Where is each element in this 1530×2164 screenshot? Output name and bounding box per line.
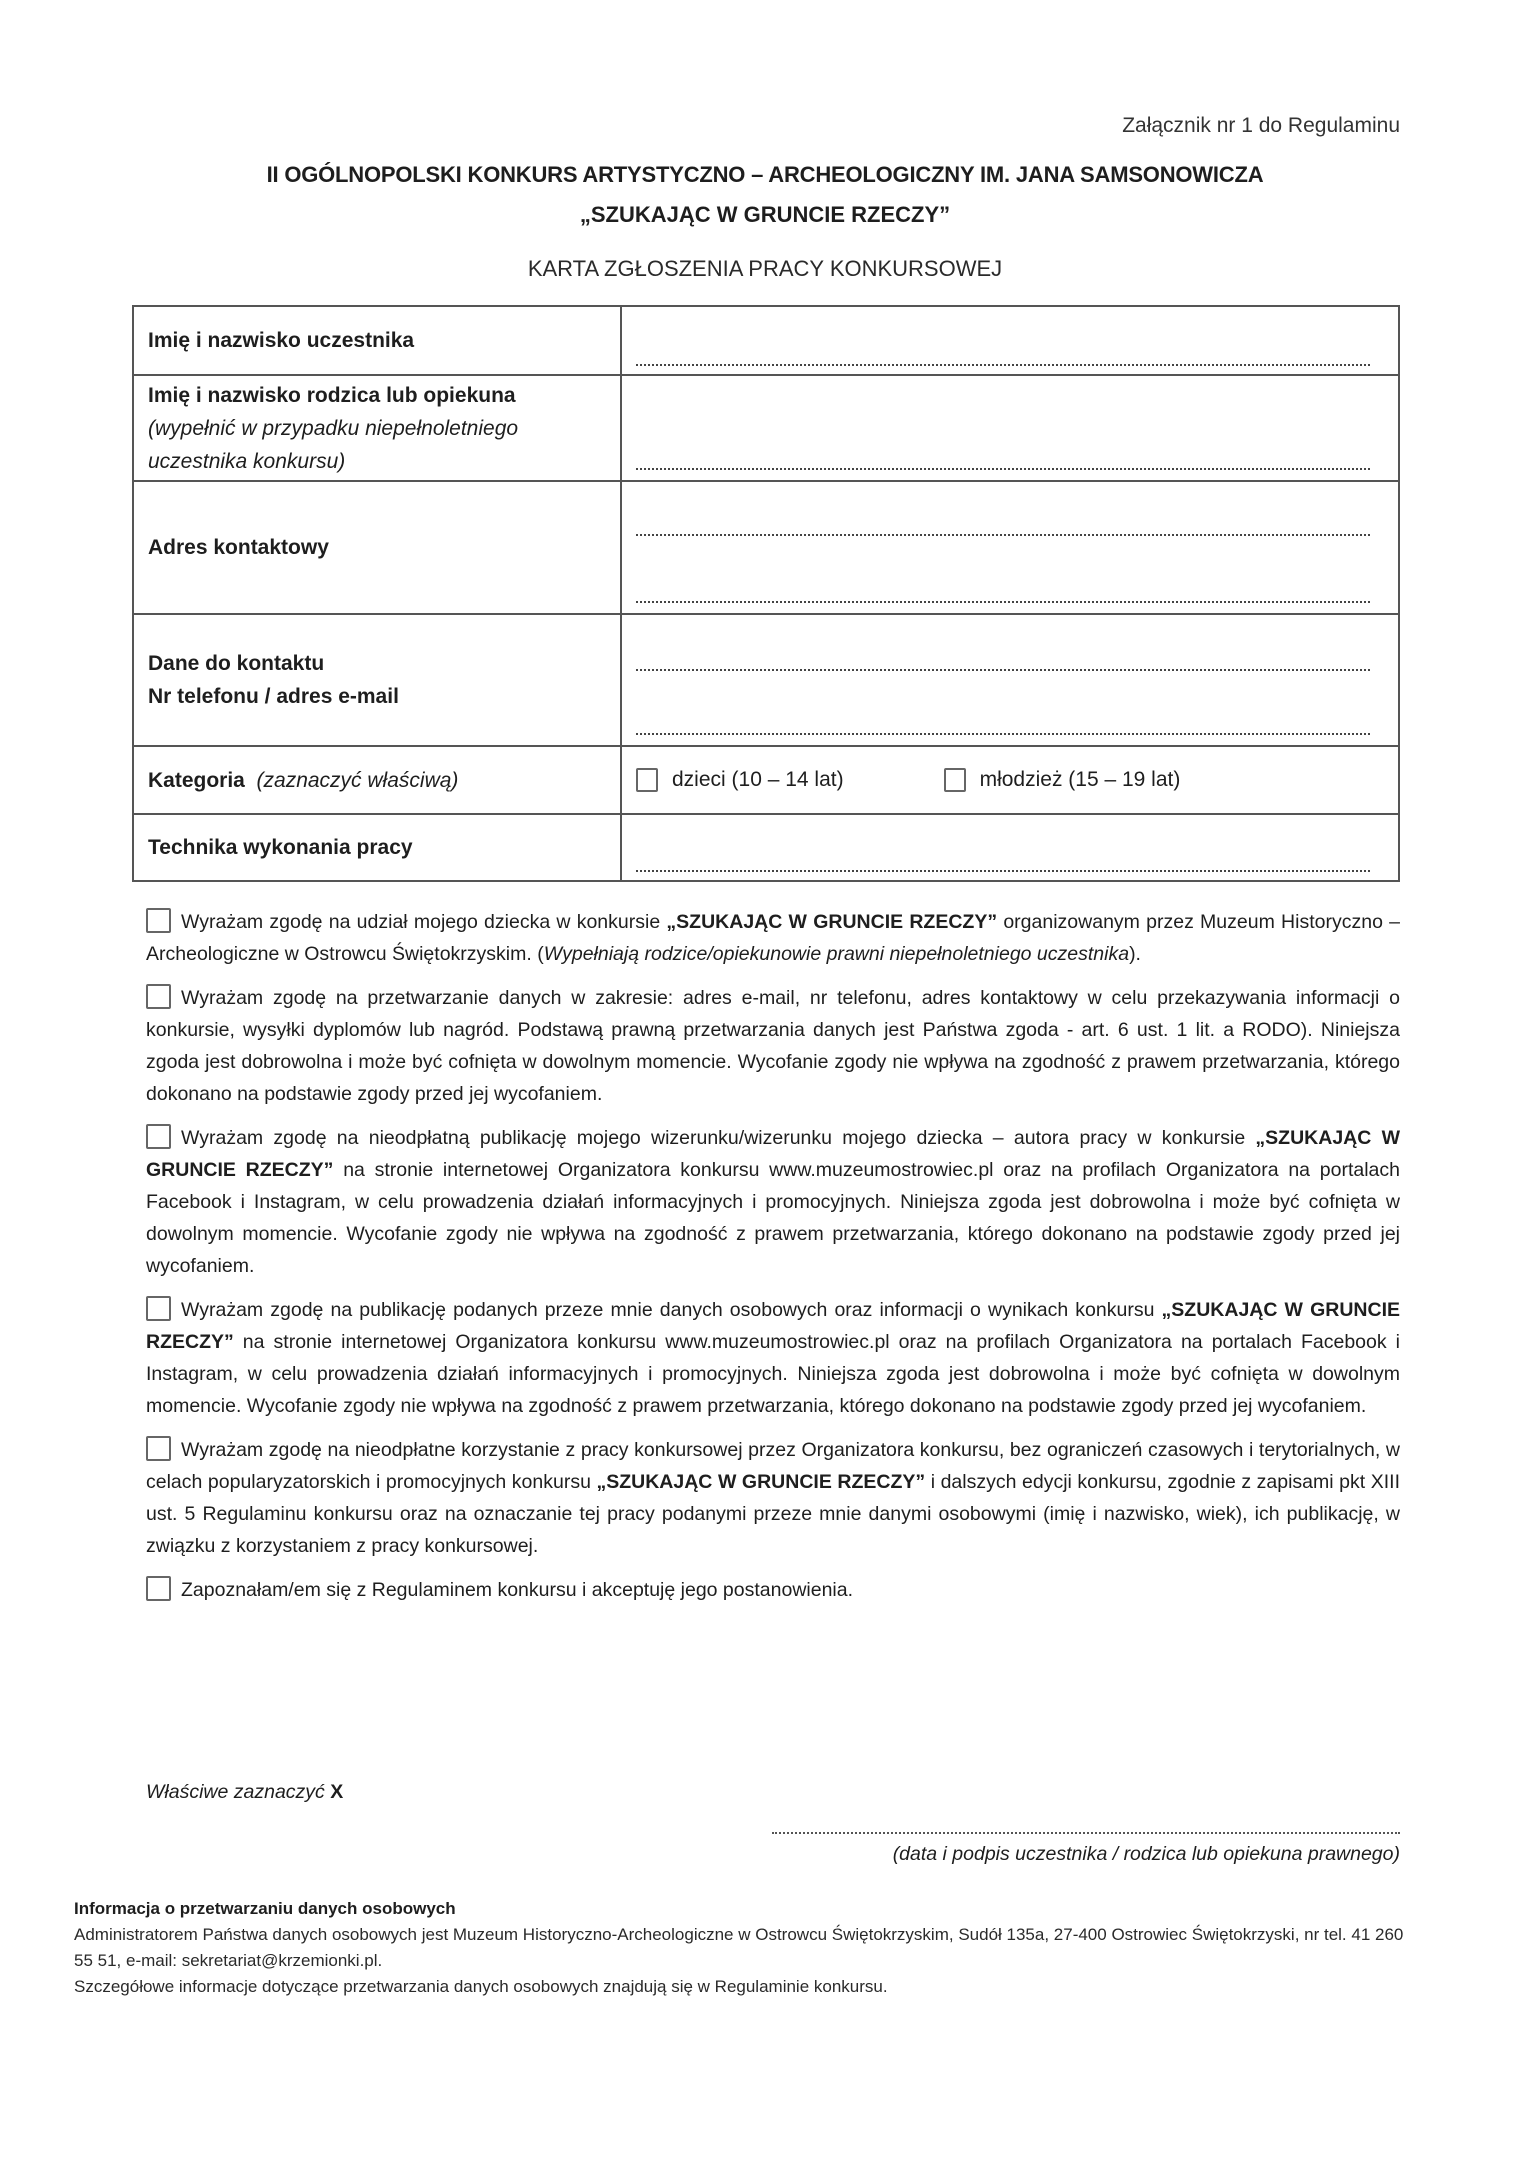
contact-dotted-line-2[interactable] [636,733,1370,735]
address-dotted-line-2[interactable] [636,601,1370,603]
row-technique [133,814,1399,881]
consent-text: Wyrażam zgodę na nieodpłatną publikację mojego wizerunku/wizerunku mojego dziecka – autora pracy w konkursie [181,1127,1256,1149]
address-field[interactable] [621,481,1399,614]
technique-dotted-line[interactable] [636,870,1370,872]
guardian-name-note: (wypełnić w przypadku niepełnoletniego uczestnika konkursu) [148,416,519,473]
participant-name-field[interactable] [621,306,1399,375]
contact-label-line2: Nr telefonu / adres e-mail [148,685,399,708]
consent-image-publication-checkbox[interactable] [146,1124,171,1149]
consent-note-italic: Wypełniają rodzice/opiekunowie prawni niepełnoletniego uczestnika [543,943,1130,965]
contest-name-bold: „SZUKAJĄC W GRUNCIE RZECZY” [146,1127,1401,1181]
category-note: (zaznaczyć właściwą) [256,768,459,792]
consent-results-publication [146,1294,1400,1422]
consent-work-usage [146,1434,1400,1562]
category-options [621,746,1399,814]
address-dotted-line-1[interactable] [636,534,1370,536]
consent-text: Zapoznałam/em się z Regulaminem konkursu i akceptuję jego postanowienia. [181,1579,854,1601]
consent-text: Wyrażam zgodę na publikację podanych przeze mnie danych osobowych oraz informacji o wynikach konkursu [181,1299,1162,1321]
contact-dotted-line-1[interactable] [636,669,1370,671]
contest-subtitle: „SZUKAJĄC W GRUNCIE RZECZY” [579,202,951,227]
guardian-name-label-cell [133,375,621,481]
privacy-info [74,1896,1404,2000]
category-option-youth-label: młodzież (15 – 19 lat) [979,768,1181,791]
consent-text: organizowanym przez Muzeum Historyczno – Archeologiczne w Ostrowcu Świętokrzyskim. ( [146,911,1400,965]
signature-line[interactable] [772,1832,1400,1834]
mark-instruction [146,1781,343,1804]
participant-name-label: Imię i nazwisko uczestnika [133,306,621,375]
consent-results-publication-checkbox[interactable] [146,1296,171,1321]
guardian-name-dotted-line[interactable] [636,468,1370,470]
consent-data-processing [146,982,1400,1110]
consent-text: ). [1129,943,1141,965]
signature-caption: (data i podpis uczestnika / rodzica lub opiekuna prawnego) [892,1843,1400,1865]
contact-label-cell [133,614,621,746]
category-label-cell [133,746,621,814]
consent-work-usage-checkbox[interactable] [146,1436,171,1461]
row-address [133,481,1399,614]
contest-name-bold: „SZUKAJĄC W GRUNCIE RZECZY” [596,1471,926,1493]
mark-instruction-text: Właściwe zaznaczyć [146,1781,331,1803]
consent-participation-checkbox[interactable] [146,908,171,933]
row-category [133,746,1399,814]
address-label: Adres kontaktowy [133,481,621,614]
contest-name-bold: „SZUKAJĄC W GRUNCIE RZECZY” [146,1299,1400,1353]
consent-text: i dalszych edycji konkursu, zgodnie z zapisami pkt XIII ust. 5 Regulaminu konkursu oraz na oznaczanie tej pracy podanymi przeze mnie danymi osobowymi (imię i nazwisko, wiek), ich publikację, w związku z korzystaniem z pracy konkursowej. [146,1471,1400,1557]
contest-name-bold: „SZUKAJĄC W GRUNCIE RZECZY” [666,911,998,933]
application-form-table [132,305,1400,882]
row-contact [133,614,1399,746]
category-option-youth[interactable] [944,768,1181,792]
contact-label-line1: Dane do kontaktu [148,652,325,675]
privacy-info-heading: Informacja o przetwarzaniu danych osobowych [74,1899,456,1918]
checkbox-youth[interactable] [944,768,966,792]
consent-regulations [146,1574,1400,1606]
checkbox-children[interactable] [636,768,658,792]
contact-field[interactable] [621,614,1399,746]
consent-text: na stronie internetowej Organizatora konkursu www.muzeumostrowiec.pl oraz na profilach Organizatora na portalach Facebook i Instagram, w celu prowadzenia działań informacyjnych i promocyjnych. Niniejsza zgoda jest dobrowolna i może być cofnięta w dowolnym momencie. Wycofanie zgody nie wpływa na zgodność z prawem przetwarzania, którego dokonano na podstawie zgody przed jej wycofaniem. [146,1159,1400,1277]
privacy-info-line2: Szczegółowe informacje dotyczące przetwarzania danych osobowych znajdują się w Regulaminie konkursu. [74,1977,888,1996]
consent-regulations-checkbox[interactable] [146,1576,171,1601]
contest-title: II OGÓLNOPOLSKI KONKURS ARTYSTYCZNO – ARCHEOLOGICZNY IM. JANA SAMSONOWICZA [266,162,1264,187]
consent-text: Wyrażam zgodę na przetwarzanie danych w zakresie: adres e-mail, nr telefonu, adres kontaktowy w celu przekazywania informacji o konkursie, wysyłki dyplomów lub nagród. Podstawą prawną przetwarzania danych jest Państwa zgoda - art. 6 ust. 1 lit. a RODO). Niniejsza zgoda jest dobrowolna i może być cofnięta w dowolnym momencie. Wycofanie zgody nie wpływa na zgodność z prawem przetwarzania, którego dokonano na podstawie zgody przed jej wycofaniem. [146,987,1400,1105]
privacy-info-line1: Administratorem Państwa danych osobowych jest Muzeum Historyczno-Archeologiczne w Ostrowcu Świętokrzyskim, Sudół 135a, 27-400 Ostrowiec Świętokrzyski, nr tel. 41 260 55 51, e-mail: sekretariat@krzemionki.pl. [74,1925,1404,1970]
row-guardian-name [133,375,1399,481]
consent-data-processing-checkbox[interactable] [146,984,171,1009]
participant-name-dotted-line[interactable] [636,364,1370,366]
technique-label: Technika wykonania pracy [133,814,621,881]
guardian-name-label: Imię i nazwisko rodzica lub opiekuna [148,383,516,407]
category-option-children-label: dzieci (10 – 14 lat) [672,768,844,791]
consent-text: na stronie internetowej Organizatora konkursu www.muzeumostrowiec.pl oraz na profilach Organizatora na portalach Facebook i Instagram, w celu prowadzenia działań informacyjnych i promocyjnych. Niniejsza zgoda jest dobrowolna i może być cofnięta w dowolnym momencie. Wycofanie zgody nie wpływa na zgodność z prawem przetwarzania, którego dokonano na podstawie zgody przed jej wycofaniem. [146,1331,1400,1417]
form-title: KARTA ZGŁOSZENIA PRACY KONKURSOWEJ [527,256,1003,281]
guardian-name-field[interactable] [621,375,1399,481]
consent-participation [146,906,1400,970]
consent-text: Wyrażam zgodę na nieodpłatne korzystanie z pracy konkursowej przez Organizatora konkursu, bez ograniczeń czasowych i terytorialnych, w celach popularyzatorskich i promocyjnych konkursu [146,1439,1400,1493]
consents-list [146,906,1400,1618]
row-participant-name [133,306,1399,375]
technique-field[interactable] [621,814,1399,881]
category-option-children[interactable] [636,768,844,792]
consent-image-publication [146,1122,1400,1282]
annex-label: Załącznik nr 1 do Regulaminu [1122,114,1400,137]
mark-symbol: X [330,1781,344,1803]
category-label: Kategoria [148,768,245,792]
consent-text: Wyrażam zgodę na udział mojego dziecka w konkursie [181,911,667,933]
